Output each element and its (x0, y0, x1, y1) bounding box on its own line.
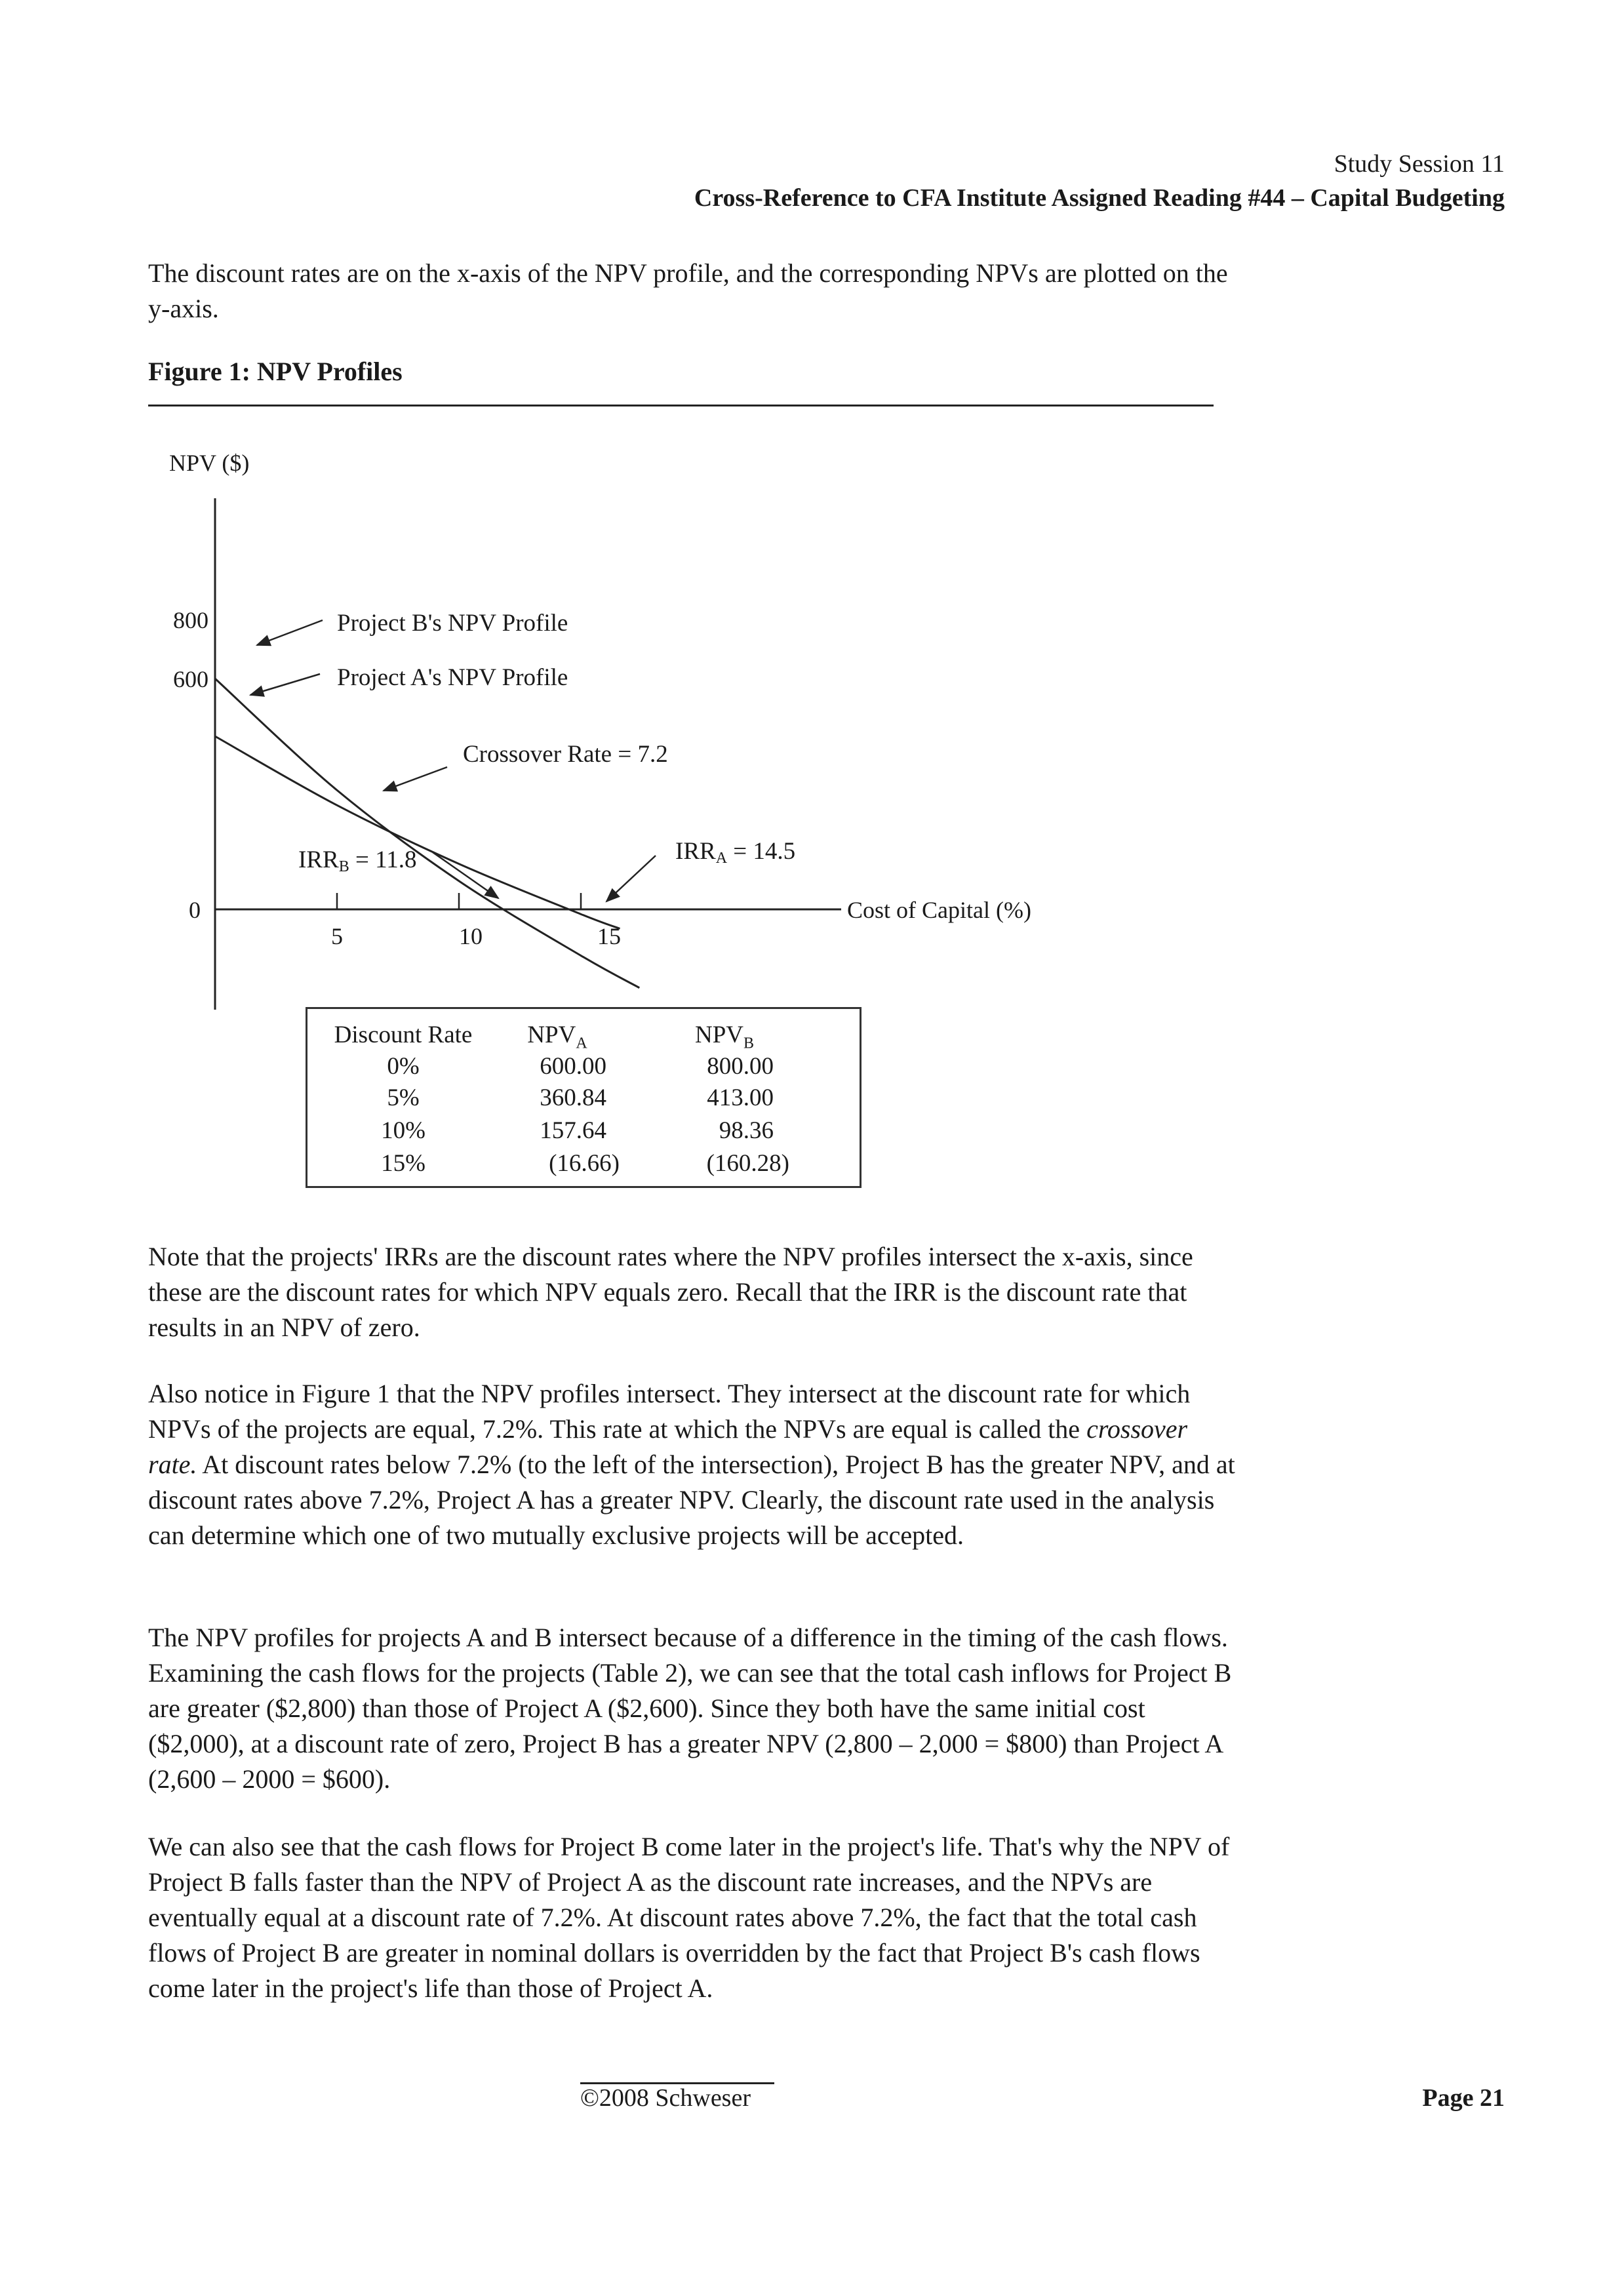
crossover-paragraph: Also notice in Figure 1 that the NPV profiles intersect. They intersect at the discount rate for which NPVs of the projects are equal, 7.2%. This rate at which the NPVs are equal is called the crossover rate. At discount rates below 7.2% (to the left of the intersection), Project B has the greater NPV, and at discount rates above 7.2%, Project A has a greater NPV. Clearly, the discount rate used in the analysis can determine which one of two mutually exclusive projects will be accepted. (148, 1379, 1235, 1550)
x-axis-label: Cost of Capital (%) (847, 897, 1031, 923)
table-cell-npv-b: 413.00 (707, 1084, 774, 1111)
irr-note-paragraph: Note that the projects' IRRs are the discount rates where the NPV profiles intersect the x-axis, since these are the discount rates for which NPV equals zero. Recall that the IRR is the discount rate that results in an NPV of zero. (148, 1242, 1193, 1342)
table-cell-npv-a: 600.00 (540, 1053, 606, 1080)
y-axis-label: NPV ($) (169, 450, 250, 476)
table-header-discount-rate: Discount Rate (334, 1021, 473, 1048)
project-b-npv-curve (215, 679, 639, 988)
table-header-npv-a: $NPV_A$ (527, 1021, 587, 1052)
project-a-label-arrow (250, 674, 320, 695)
y-tick-label-600: 600 (173, 666, 208, 692)
crossover-rate-label: Crossover Rate = 7.2 (463, 741, 668, 768)
x-tick-label-15: 15 (597, 923, 621, 949)
table-cell-rate: 15% (381, 1150, 426, 1177)
table-cell-npv-b: 800.00 (707, 1053, 774, 1080)
table-cell-npv-b: 98.36 (719, 1117, 774, 1144)
x-tick-label-10: 10 (459, 923, 483, 949)
cash-flow-timing-paragraph: The NPV profiles for projects A and B intersect because of a difference in the timing of the cash flows. Examining the cash flows for the projects (Table 2), we can see that the total cash inflows for Project B are greater ($2,800) than those of Project A ($2,600). Since they both have the same initial cost ($2,000), at a discount rate of zero, Project B has a greater NPV (2,800 – 2,000 = $800) than Project A (2,600 – 2000 = $600). (148, 1623, 1232, 1794)
intro-paragraph: The discount rates are on the x-axis of the NPV profile, and the corresponding NPVs are plotted on the y-axis. (148, 258, 1228, 323)
table-cell-npv-a: 157.64 (540, 1117, 606, 1144)
figure-rule (148, 405, 1214, 406)
cross-reference-header: Cross-Reference to CFA Institute Assigned Reading #44 – Capital Budgeting (694, 184, 1505, 212)
later-cash-flows-paragraph: We can also see that the cash flows for Project B come later in the project's life. That's why the NPV of Project B falls faster than the NPV of Project A as the discount rate increases, and the NPVs are eventually equal at a discount rate of 7.2%. At discount rates above 7.2%, the fact that the total cash flows of Project B are greater in nominal dollars is overridden by the fact that Project B's cash flows come later in the project's life than those of Project A. (148, 1832, 1230, 2003)
table-cell-npv-a: (16.66) (549, 1150, 620, 1177)
page-number: Page 21 (1422, 2084, 1505, 2112)
table-cell-rate: 5% (387, 1084, 420, 1111)
figure-title: Figure 1: NPV Profiles (148, 357, 403, 386)
y-tick-label-800: 800 (173, 607, 208, 633)
y-tick-label-0: 0 (189, 897, 201, 923)
x-tick-label-5: 5 (331, 923, 343, 949)
table-cell-rate: 0% (387, 1053, 420, 1080)
copyright-footer: ©2008 Schweser (580, 2084, 751, 2112)
study-session-header: Study Session 11 (1334, 150, 1505, 178)
project-b-label-arrow (257, 620, 323, 645)
npv-profile-chart (0, 420, 1115, 1010)
table-cell-rate: 10% (381, 1117, 426, 1144)
table-cell-npv-b: (160.28) (706, 1150, 789, 1177)
crossover-arrow (384, 767, 447, 791)
irr-b-label: IRRB = 11.8 (298, 846, 417, 875)
npv-table (306, 1007, 862, 1188)
table-cell-npv-a: 360.84 (540, 1084, 606, 1111)
table-header-npv-b: $NPV_B$ (694, 1021, 755, 1052)
project-a-profile-label: Project A's NPV Profile (337, 664, 568, 691)
irr-a-label: IRRA = 14.5 (675, 838, 796, 867)
irr-b-arrow (433, 852, 498, 898)
project-b-profile-label: Project B's NPV Profile (337, 610, 568, 637)
irr-a-arrow (606, 856, 656, 901)
